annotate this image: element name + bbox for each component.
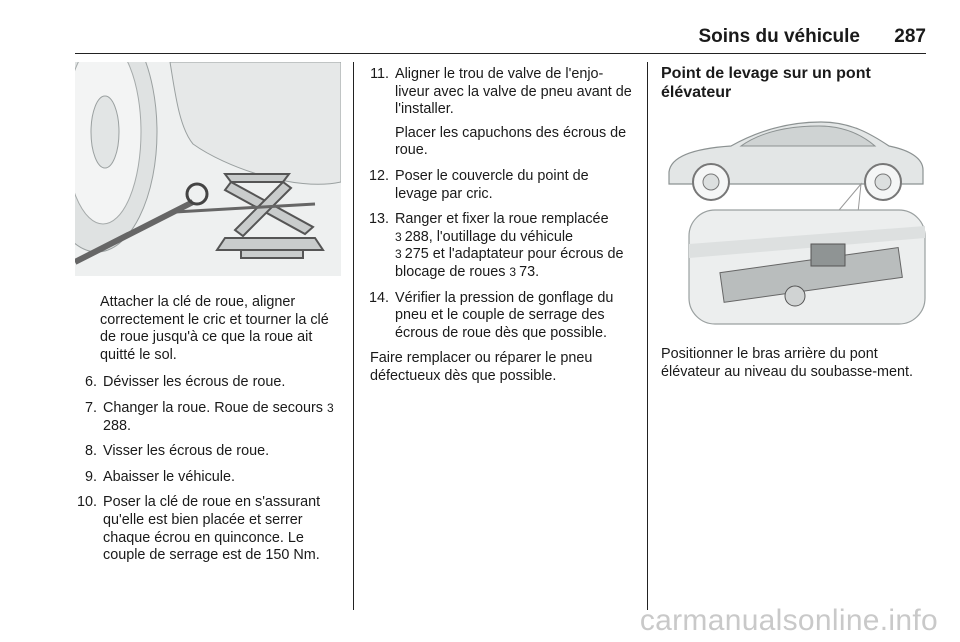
watermark: carmanualsonline.info (639, 604, 938, 637)
list-item (75, 494, 341, 564)
jack-illustration (75, 62, 341, 276)
list-item (75, 374, 341, 392)
list-item-number: 13. (368, 211, 389, 228)
list-item-text-main: Changer la roue. Roue de secours (103, 399, 323, 416)
list-item (367, 290, 633, 343)
ref-arrow-icon: 3 (395, 229, 402, 244)
list-item-subparagraph: Placer les capuchons des écrous de roue. (395, 124, 627, 159)
list-item-number: 8. (84, 443, 97, 460)
list-item (367, 66, 633, 119)
list-item (367, 211, 633, 281)
list-item-text: Poser la clé de roue en s'assurant qu'elle est bien placée et serrer chaque écrou en quinconce. Le couple de serrage est de 150 Nm. (103, 494, 321, 564)
list-item-text: Poser le couvercle du point de levage par cric. (395, 167, 589, 202)
list-item-number: 6. (84, 374, 97, 391)
page-reference[interactable]: 275 et l'adaptateur pour écrous de blocage de roues (395, 246, 624, 280)
column-divider-left (353, 62, 354, 610)
page-header-title: Soins du véhicule (698, 26, 860, 47)
list-item-number: 14. (368, 289, 389, 306)
ref-arrow-icon: 3 (395, 247, 402, 262)
column-middle (367, 66, 633, 386)
ref-arrow-icon: 3 (509, 264, 517, 279)
list-item-number: 12. (368, 167, 389, 184)
section-heading: Point de levage sur un pont élévateur (661, 65, 871, 101)
list-item (75, 469, 341, 487)
lift-point-illustration (661, 114, 926, 326)
ref-arrow-icon: 3 (327, 400, 334, 415)
list-item (367, 168, 633, 203)
list-item-number: 9. (84, 468, 97, 485)
list-item-number: 11. (370, 66, 389, 82)
column-left (75, 62, 341, 573)
list-item-text: Visser les écrous de roue. (103, 443, 270, 460)
list-item-text (389, 211, 633, 281)
list-item-text (97, 400, 341, 435)
list-item-number: 10. (76, 494, 97, 511)
column-right (661, 64, 926, 381)
list-item (75, 400, 341, 435)
list-item (75, 443, 341, 461)
page-reference[interactable]: 288. (103, 417, 132, 434)
list-item-text: Dévisser les écrous de roue. (103, 374, 286, 391)
column-divider-right (647, 62, 648, 610)
closing-paragraph: Faire remplacer ou réparer le pneu défectueux dès que possible. (370, 350, 593, 384)
list-item-text: Vérifier la pression de gonflage du pneu et le couple de serrage des écrous de roue dès que possible. (395, 289, 614, 341)
header-rule (75, 53, 926, 54)
figure-caption: Positionner le bras arrière du pont élévateur au niveau du soubasse-ment. (661, 346, 913, 380)
page-number: 287 (894, 26, 926, 47)
page-reference[interactable]: 288, l'outillage du véhicule (404, 228, 574, 245)
list-item-text: Aligner le trou de valve de l'enjo-liveur avec la valve de pneu avant de l'installer. (395, 66, 632, 118)
figure-caption: Attacher la clé de roue, aligner correctement le cric et tourner la clé de roue jusqu'à ce que la roue ait quitté le sol. (100, 294, 329, 363)
list-item-text: Abaisser le véhicule. (103, 468, 235, 485)
list-item-text-main: Ranger et fixer la roue remplacée (395, 211, 609, 228)
list-item-number: 7. (84, 399, 97, 416)
page-reference[interactable]: 73. (519, 263, 540, 280)
